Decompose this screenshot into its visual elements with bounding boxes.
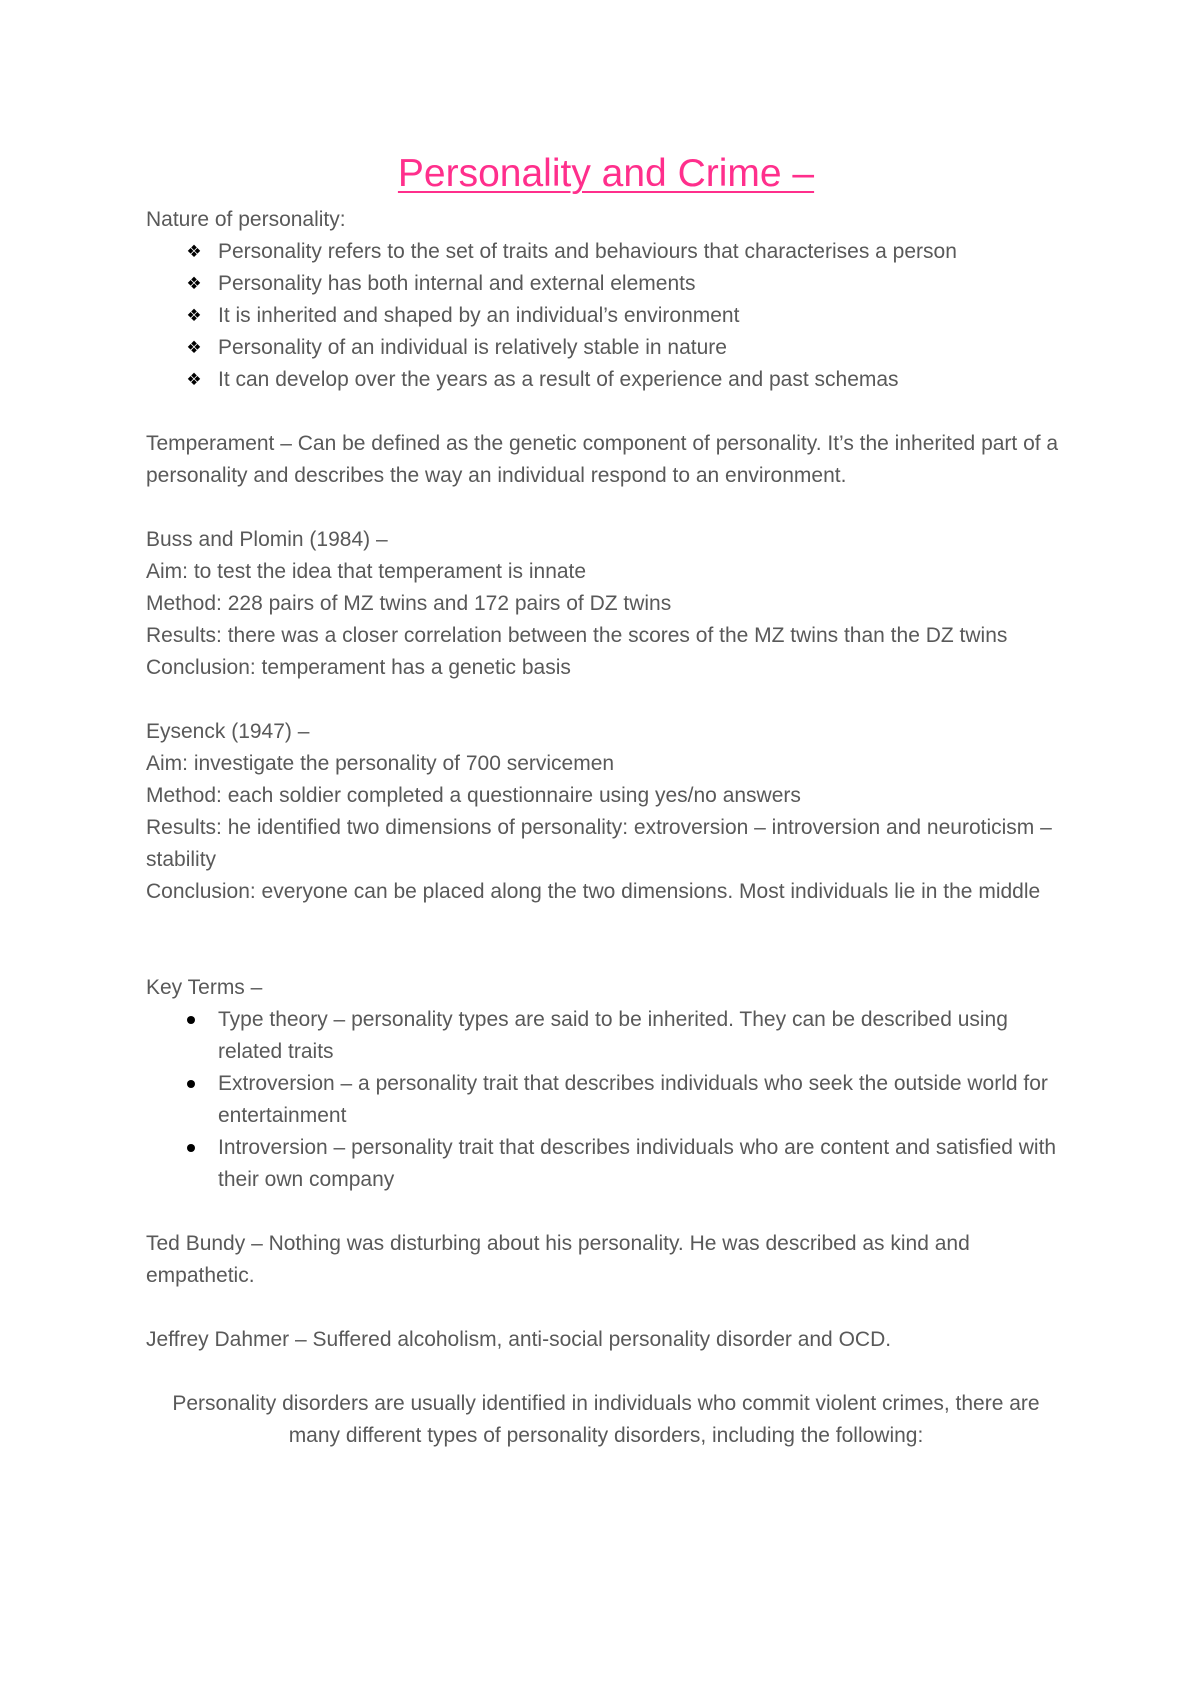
study-aim: Aim: investigate the personality of 700 servicemen (146, 752, 615, 775)
list-item-text: It is inherited and shaped by an individual’s environment (218, 304, 740, 327)
disorders-intro-paragraph: Personality disorders are usually identified in individuals who commit violent crimes, there are many different types of personality disorders, including the following: (172, 1392, 1040, 1447)
list-item (146, 236, 1066, 268)
bullet-dot-icon (187, 1016, 195, 1024)
diamond-bullet-icon: ❖ (186, 274, 202, 293)
list-item-text: It can develop over the years as a result of experience and past schemas (218, 368, 899, 391)
document-page (146, 150, 1066, 1452)
list-item (146, 1132, 1066, 1196)
list-item (146, 1068, 1066, 1132)
bullet-dot-icon (187, 1144, 195, 1152)
study-results: Results: there was a closer correlation between the scores of the MZ twins than the DZ twins (146, 624, 1008, 647)
list-item-text: Introversion – personality trait that describes individuals who are content and satisfied with their own company (218, 1136, 1057, 1191)
study-aim: Aim: to test the idea that temperament is innate (146, 560, 587, 583)
study-conclusion: Conclusion: temperament has a genetic basis (146, 656, 571, 679)
list-item-text: Type theory – personality types are said to be inherited. They can be described using related traits (218, 1008, 1008, 1063)
diamond-bullet-icon: ❖ (186, 370, 202, 389)
study-conclusion: Conclusion: everyone can be placed along the two dimensions. Most individuals lie in the middle (146, 880, 1041, 903)
list-item-text: Extroversion – a personality trait that describes individuals who seek the outside world for entertainment (218, 1072, 1048, 1127)
study-results: Results: he identified two dimensions of personality: extroversion – introversion and neuroticism – stability (146, 816, 1052, 871)
list-item (146, 268, 1066, 300)
diamond-bullet-icon: ❖ (186, 306, 202, 325)
diamond-bullet-icon: ❖ (186, 242, 202, 261)
jeffrey-dahmer-paragraph: Jeffrey Dahmer – Suffered alcoholism, anti-social personality disorder and OCD. (146, 1328, 892, 1351)
key-terms-list (146, 1004, 1066, 1196)
key-terms-heading: Key Terms – (146, 976, 263, 999)
list-item (146, 364, 1066, 396)
diamond-bullet-icon: ❖ (186, 338, 202, 357)
page-title: Personality and Crime – (397, 152, 815, 195)
bullet-dot-icon (187, 1080, 195, 1088)
list-item-text: Personality has both internal and external elements (218, 272, 696, 295)
list-item (146, 1004, 1066, 1068)
study-method: Method: 228 pairs of MZ twins and 172 pairs of DZ twins (146, 592, 672, 615)
list-item-text: Personality of an individual is relatively stable in nature (218, 336, 727, 359)
eysenck-study (146, 716, 1066, 908)
temperament-paragraph: Temperament – Can be defined as the genetic component of personality. It’s the inherited part of a personality and describes the way an individual respond to an environment. (146, 432, 1059, 487)
nature-heading: Nature of personality: (146, 208, 346, 231)
study-heading: Buss and Plomin (1984) – (146, 528, 388, 551)
study-method: Method: each soldier completed a questionnaire using yes/no answers (146, 784, 801, 807)
list-item-text: Personality refers to the set of traits and behaviours that characterises a person (218, 240, 957, 263)
buss-plomin-study (146, 524, 1066, 684)
ted-bundy-paragraph: Ted Bundy – Nothing was disturbing about his personality. He was described as kind and empathetic. (146, 1232, 970, 1287)
list-item (146, 300, 1066, 332)
study-heading: Eysenck (1947) – (146, 720, 310, 743)
list-item (146, 332, 1066, 364)
nature-list (146, 236, 1066, 396)
